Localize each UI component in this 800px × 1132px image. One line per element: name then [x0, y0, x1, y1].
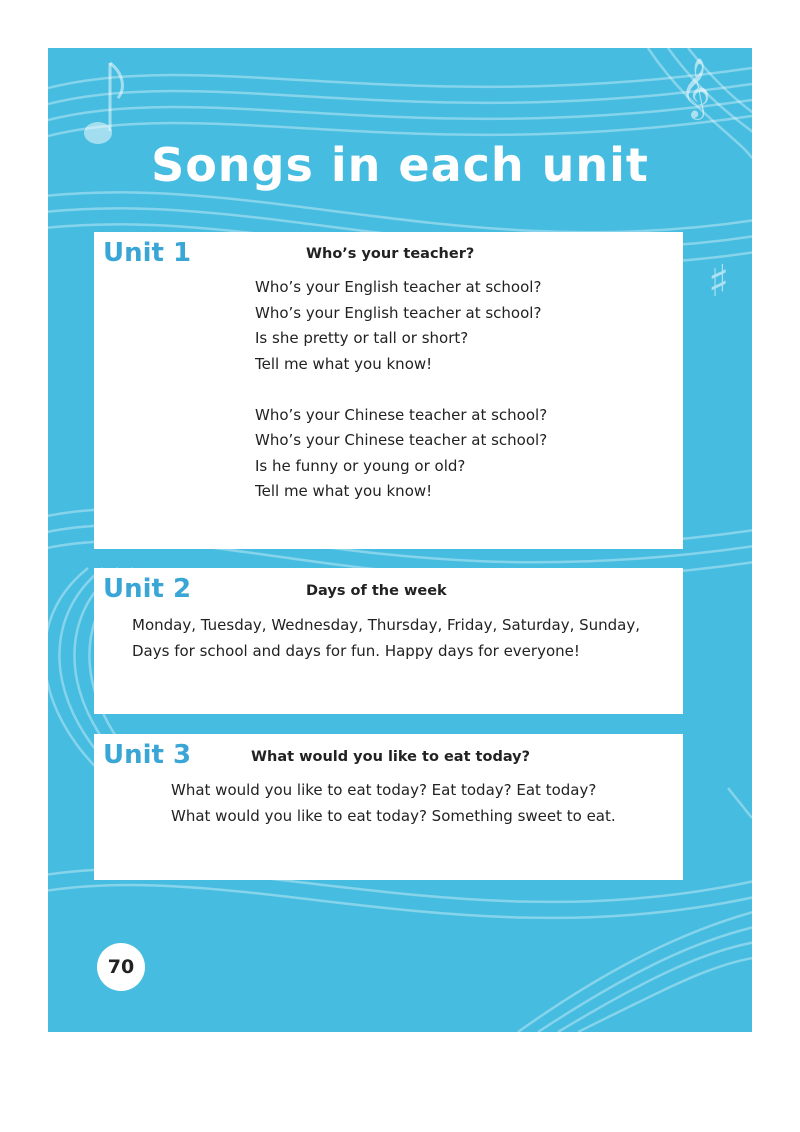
lyric-line: Is he funny or young or old?	[255, 456, 466, 475]
lyric-line: Who’s your English teacher at school?	[255, 278, 542, 296]
lyric-line: What would you like to eat today? Eat today? Eat today?	[171, 781, 597, 799]
lyric-line: Days for school and days for fun. Happy days for everyone!	[132, 641, 580, 660]
lyrics	[132, 613, 640, 664]
unit-label: Unit 3	[103, 740, 192, 770]
song-title: Who’s your teacher?	[306, 246, 475, 262]
unit-card-3	[94, 734, 683, 880]
unit-label: Unit 1	[103, 238, 192, 268]
music-note-icon	[78, 58, 128, 148]
stanza-gap	[255, 377, 547, 403]
page-title: Songs in each unit	[151, 138, 649, 192]
lyric-line: Monday, Tuesday, Wednesday, Thursday, Friday, Saturday, Sunday,	[132, 616, 641, 634]
unit-label: Unit 2	[103, 574, 192, 604]
lyrics	[171, 778, 616, 829]
lyric-line: Tell me what you know!	[255, 482, 433, 500]
lyric-line: Tell me what you know!	[255, 354, 433, 373]
lyric-line: Who’s your English teacher at school?	[255, 303, 542, 322]
page-panel	[48, 48, 752, 1032]
lyric-line: What would you like to eat today? Something sweet to eat.	[171, 806, 616, 825]
song-title: What would you like to eat today?	[251, 749, 531, 765]
unit-card-1	[94, 232, 683, 549]
song-title: Days of the week	[306, 583, 447, 599]
lyric-line: Who’s your Chinese teacher at school?	[255, 431, 548, 449]
lyric-line: Is she pretty or tall or short?	[255, 329, 469, 347]
page-number-badge	[97, 943, 145, 991]
lyrics	[255, 275, 547, 505]
treble-clef-icon: 𝄞	[680, 58, 711, 118]
lyric-line: Who’s your Chinese teacher at school?	[255, 405, 548, 424]
unit-card-2	[94, 568, 683, 714]
page-number: 70	[107, 956, 135, 978]
sharp-icon: ♯	[708, 256, 730, 307]
